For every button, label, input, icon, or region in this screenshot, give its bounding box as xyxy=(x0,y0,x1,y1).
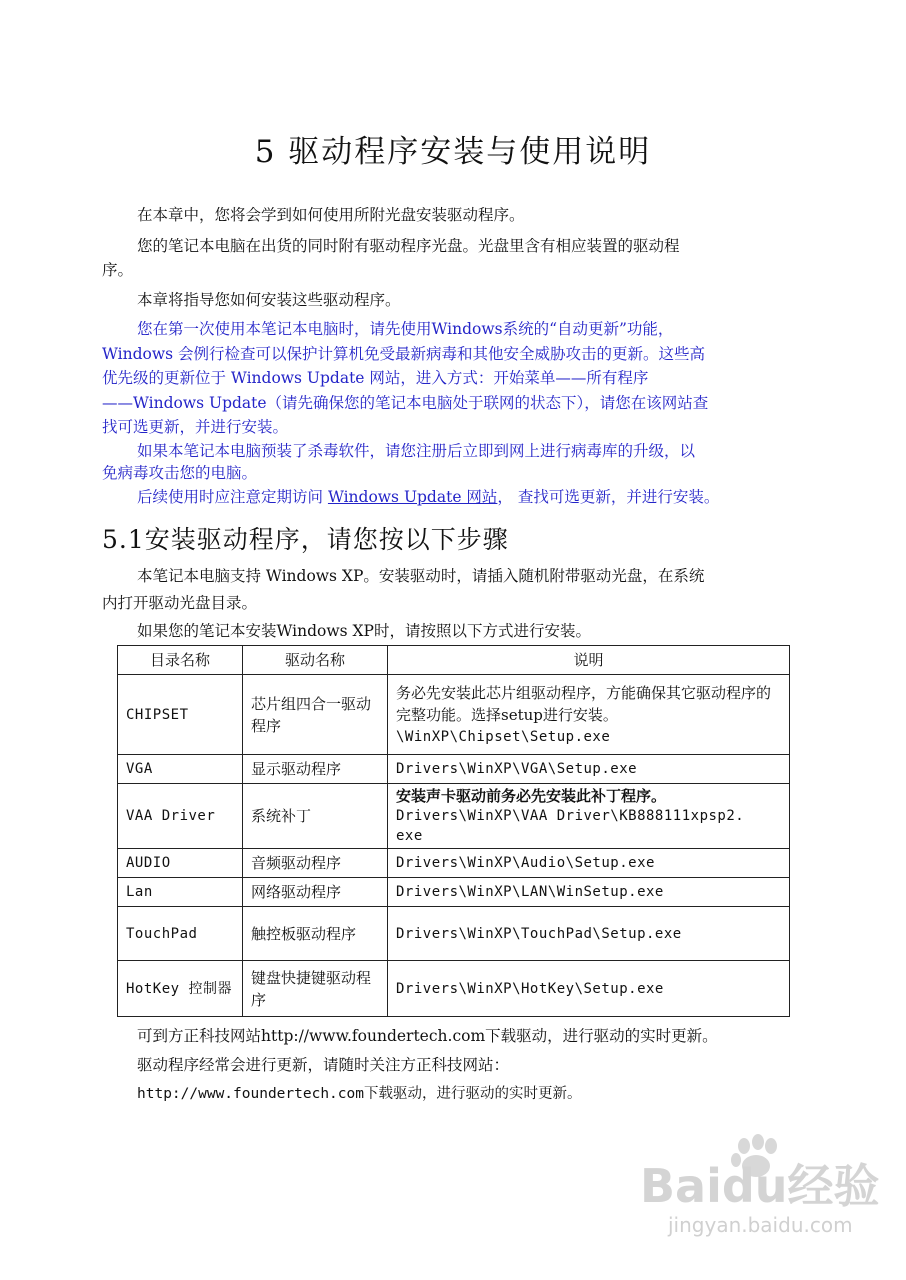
section-line: 内打开驱动光盘目录。 xyxy=(102,594,258,612)
table-row xyxy=(118,784,790,849)
description-path: Drivers\WinXP\VGA\Setup.exe xyxy=(396,761,638,777)
cell-directory: VGA xyxy=(118,755,243,784)
cell-driver-name: 芯片组四合一驱动程序 xyxy=(243,675,388,755)
footer-line: http://www.foundertech.com下载驱动，进行驱动的实时更新。 xyxy=(137,1086,582,1102)
cell-description xyxy=(388,784,790,849)
footer-line: 可到方正科技网站http://www.foundertech.com下载驱动，进行驱动的实时更新。 xyxy=(137,1027,718,1045)
cell-driver-name: 键盘快捷键驱动程序 xyxy=(243,961,388,1017)
description-path: \WinXP\Chipset\Setup.exe xyxy=(396,728,611,745)
intro-line: 本章将指导您如何安装这些驱动程序。 xyxy=(137,291,401,309)
notice-line: 免病毒攻击您的电脑。 xyxy=(102,464,258,482)
chapter-title: 5 驱动程序安装与使用说明 xyxy=(254,134,652,170)
header-description: 说明 xyxy=(388,646,790,675)
cell-description xyxy=(388,878,790,907)
cell-directory: Lan xyxy=(118,878,243,907)
table-row xyxy=(118,907,790,961)
description-path: Drivers\WinXP\Audio\Setup.exe xyxy=(396,855,655,871)
description-path: Drivers\WinXP\HotKey\Setup.exe xyxy=(396,980,664,997)
table-header-row xyxy=(118,646,790,675)
notice-line: Windows 会例行检查可以保护计算机免受最新病毒和其他安全威胁攻击的更新。这些高 xyxy=(102,345,706,363)
watermark-url: jingyan.baidu.com xyxy=(668,1213,853,1237)
notice-last-prefix: 后续使用时应注意定期访问 xyxy=(137,488,328,506)
cell-description xyxy=(388,961,790,1017)
description-path: Drivers\WinXP\LAN\WinSetup.exe xyxy=(396,884,664,900)
cell-description xyxy=(388,755,790,784)
cell-driver-name: 触控板驱动程序 xyxy=(243,907,388,961)
baidu-jingyan-watermark xyxy=(632,1132,892,1242)
description-text: 安装声卡驱动前务必先安装此补丁程序。 xyxy=(396,787,667,805)
notice-line: ——Windows Update（请先确保您的笔记本电脑处于联网的状态下），请您在该网站查 xyxy=(102,394,709,412)
table-row xyxy=(118,849,790,878)
description-path: Drivers\WinXP\VAA Driver\KB888111xpsp2. xyxy=(396,808,745,824)
table-row xyxy=(118,755,790,784)
watermark-logo-text: Baidu经验 xyxy=(640,1159,880,1213)
table-row xyxy=(118,675,790,755)
cell-driver-name: 显示驱动程序 xyxy=(243,755,388,784)
cell-directory: TouchPad xyxy=(118,907,243,961)
cell-directory: CHIPSET xyxy=(118,675,243,755)
cell-driver-name: 系统补丁 xyxy=(243,784,388,849)
section-heading: 5.1安装驱动程序，请您按以下步骤 xyxy=(102,525,509,554)
intro-line: 您的笔记本电脑在出货的同时附有驱动程序光盘。光盘里含有相应装置的驱动程 xyxy=(137,237,680,255)
notice-line: 找可选更新，并进行安装。 xyxy=(102,418,289,436)
section-line: 如果您的笔记本安装Windows XP时，请按照以下方式进行安装。 xyxy=(137,622,591,640)
cell-description xyxy=(388,849,790,878)
driver-table xyxy=(117,645,790,1017)
table-row xyxy=(118,961,790,1017)
intro-line: 序。 xyxy=(102,261,134,279)
cell-driver-name: 音频驱动程序 xyxy=(243,849,388,878)
description-path: Drivers\WinXP\TouchPad\Setup.exe xyxy=(396,925,682,942)
notice-line: 您在第一次使用本笔记本电脑时，请先使用Windows系统的“自动更新”功能， xyxy=(137,320,674,338)
cell-description xyxy=(388,675,790,755)
cell-driver-name: 网络驱动程序 xyxy=(243,878,388,907)
notice-line: 优先级的更新位于 Windows Update 网站，进入方式：开始菜单——所有程序 xyxy=(102,369,649,387)
intro-line: 在本章中，您将会学到如何使用所附光盘安装驱动程序。 xyxy=(137,206,525,224)
footer-line: 驱动程序经常会进行更新，请随时关注方正科技网站： xyxy=(137,1056,510,1074)
cell-directory: HotKey 控制器 xyxy=(118,961,243,1017)
cell-description xyxy=(388,907,790,961)
notice-last-suffix: ， 查找可选更新，并进行安装。 xyxy=(497,488,720,506)
windows-update-link[interactable]: Windows Update 网站 xyxy=(327,488,498,506)
section-line: 本笔记本电脑支持 Windows XP。安装驱动时，请插入随机附带驱动光盘，在系统 xyxy=(137,567,705,585)
table-row xyxy=(118,878,790,907)
description-text: 务必先安装此芯片组驱动程序，方能确保其它驱动程序的完整功能。选择setup进行安装。 xyxy=(396,683,772,724)
header-driver-name: 驱动名称 xyxy=(243,646,388,675)
description-path-continued: exe xyxy=(396,828,423,844)
notice-line: 如果本笔记本电脑预装了杀毒软件，请您注册后立即到网上进行病毒库的升级，以 xyxy=(137,442,696,460)
notice-last-line xyxy=(137,486,719,508)
cell-directory: VAA Driver xyxy=(118,784,243,849)
header-directory: 目录名称 xyxy=(118,646,243,675)
cell-directory: AUDIO xyxy=(118,849,243,878)
